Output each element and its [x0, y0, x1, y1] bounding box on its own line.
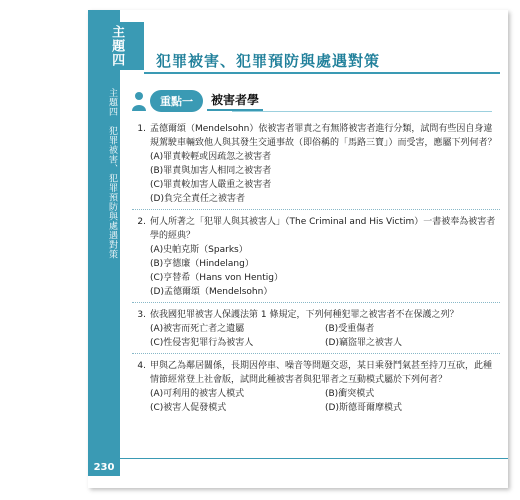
option: (D)斯德哥爾摩模式: [325, 403, 402, 413]
question-number: 2.: [137, 217, 146, 227]
person-icon: [130, 90, 148, 112]
chapter-tag: [88, 22, 144, 70]
option: (B)罪責與加害人相同之被害者: [150, 166, 272, 176]
option: (D)竊盜罪之被害人: [325, 338, 402, 348]
option-list: [132, 322, 500, 350]
option-list: [132, 387, 500, 415]
question-item: [132, 306, 500, 354]
page-number: 230: [88, 458, 120, 476]
option: (B)亨德廉（Hindelang）: [150, 259, 254, 269]
option: (B)受重傷者: [325, 324, 375, 334]
option: (B)衝突模式: [325, 389, 375, 399]
option: (C)亨替希（Hans von Hentig）: [150, 273, 283, 283]
option: (D)負完全責任之被害者: [150, 194, 245, 204]
option: (A)可利用的被害人模式: [150, 389, 245, 399]
header-divider: [144, 72, 500, 74]
footer-rule: [120, 458, 508, 459]
option: (D)孟德爾頌（Mendelsohn）: [150, 287, 273, 297]
option-list: [132, 150, 500, 206]
section-title: 被害者學: [207, 91, 263, 111]
option-list: [132, 243, 500, 299]
question-stem: 何人所著之「犯罪人與其被害人」（The Criminal and His Victim）一書被奉為被害者學的經典？: [150, 217, 496, 241]
page-title: 犯罪被害、犯罪預防與處遇對策: [155, 51, 380, 70]
question-list: [132, 120, 500, 421]
question-number: 3.: [137, 310, 146, 320]
sidebar-running-title: 主題四 犯罪被害、犯罪預防與處遇對策: [107, 88, 117, 259]
option: (A)被害而死亡者之遺屬: [150, 324, 245, 334]
question-stem: 孟德爾頌（Mendelsohn）依被害者罪責之有無將被害者進行分類，試問有些因自身違規駕駛車輛致他人與其發生交通事故（即俗稱的「馬路三寶」）而受害，應屬下列何者？: [150, 124, 497, 148]
option: (C)被害人促發模式: [150, 403, 227, 413]
option: (C)性侵害犯罪行為被害人: [150, 338, 254, 348]
section-underline: [232, 111, 492, 112]
section-banner: [130, 90, 263, 112]
page-header: [144, 50, 392, 70]
question-number: 1.: [137, 124, 146, 134]
question-stem: 依我國犯罪被害人保護法第 1 條規定，下列何種犯罪之被害者不在保護之列？: [150, 310, 459, 320]
section-badge: 重點一: [150, 90, 203, 112]
question-item: [132, 213, 500, 303]
option: (A)罪責較輕或因疏忽之被害者: [150, 152, 272, 162]
question-item: [132, 357, 500, 418]
option: (A)史帕克斯（Sparks）: [150, 245, 248, 255]
question-number: 4.: [137, 361, 146, 371]
option: (C)罪責較加害人嚴重之被害者: [150, 180, 272, 190]
question-item: [132, 120, 500, 210]
question-stem: 甲與乙為鄰居關係，長期因停車、噪音等問題交惡，某日乘發鬥氣甚至持刀互砍，此種情節經常登上社會版，試問此種被害者與犯罪者之互動模式屬於下列何者？: [150, 361, 493, 385]
chapter-label: 主題四: [109, 25, 125, 67]
